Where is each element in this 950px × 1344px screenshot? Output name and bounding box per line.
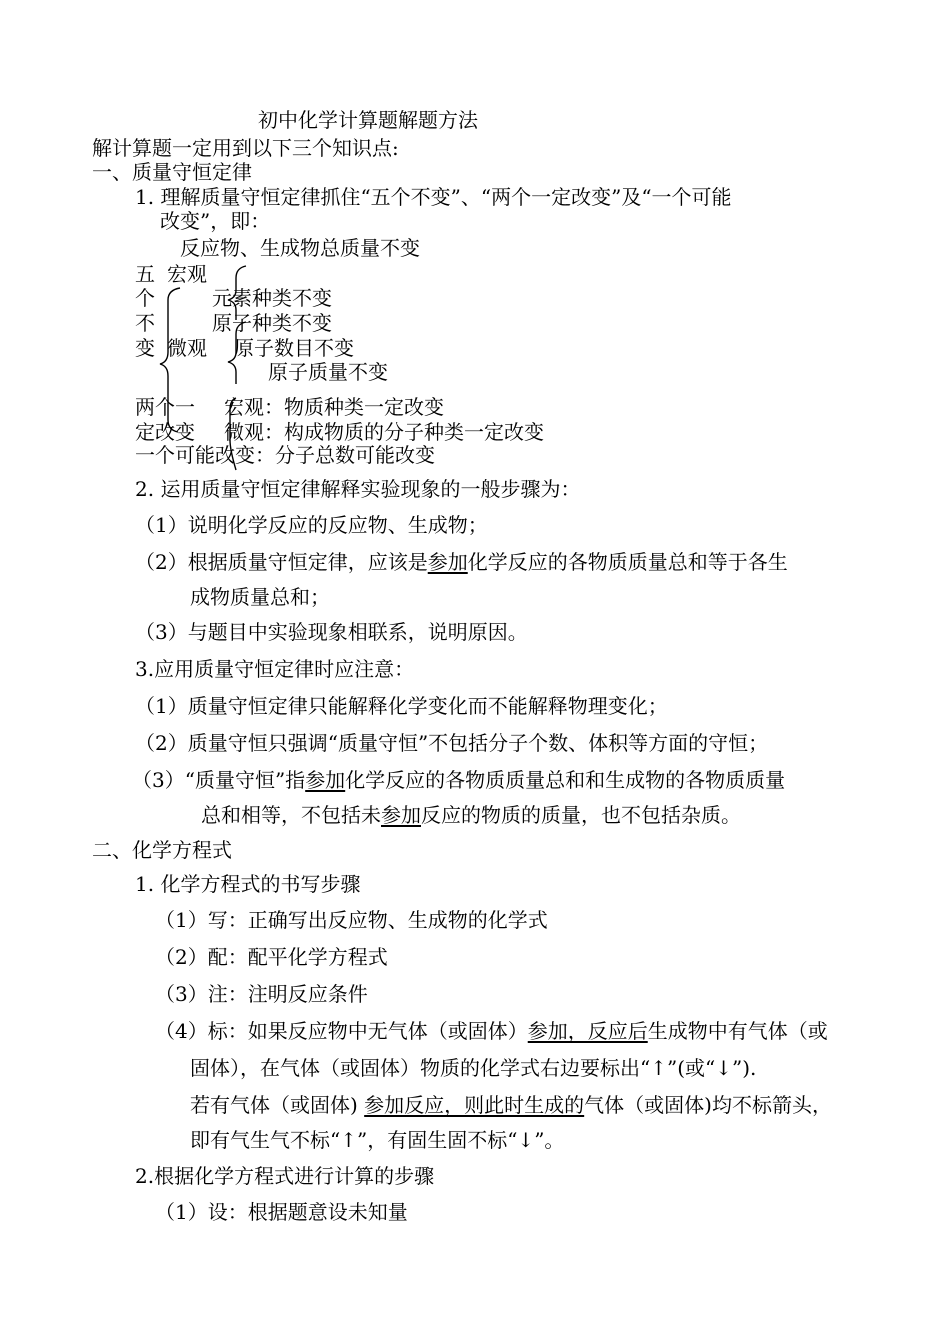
underline-canjia-fanyinghou: 参加，反应后 xyxy=(527,1019,648,1043)
brace-micro xyxy=(228,322,246,384)
total-mass-unchanged: 反应物、生成物总质量不变 xyxy=(180,236,420,260)
atom-mass-unchanged: 原子质量不变 xyxy=(268,360,388,384)
s1-point3-item3: （3）“质量守恒”指参加化学反应的各物质质量总和和生成物的各物质质量 xyxy=(132,768,786,792)
s1-point1-line1: 1. 理解质量守恒定律抓住“五个不变”、“两个一定改变”及“一个可能 xyxy=(135,185,732,209)
s2-point2: 2.根据化学方程式进行计算的步骤 xyxy=(135,1164,435,1188)
micro-label: 微观 xyxy=(167,336,207,360)
s1-point2-item1: （1）说明化学反应的反应物、生成物； xyxy=(135,513,488,537)
s2-point1-item4-line2: 固体），在气体（或固体）物质的化学式右边要标出“↑”(或“↓”). xyxy=(190,1056,757,1080)
s1-point3: 3.应用质量守恒定律时应注意： xyxy=(135,657,415,681)
underline-canjia-2: 参加 xyxy=(305,768,346,792)
underline-canjia-3: 参加 xyxy=(381,803,421,827)
s1-point2-item3: （3）与题目中实验现象相联系，说明原因。 xyxy=(135,620,528,644)
ge-char: 个 xyxy=(135,286,155,310)
micro-change: 微观：构成物质的分子种类一定改变 xyxy=(224,420,544,444)
s1-point2-item2-cont: 成物质量总和； xyxy=(190,585,330,609)
brace-outer xyxy=(160,288,180,432)
s2-point2-item1: （1）设：根据题意设未知量 xyxy=(155,1200,408,1224)
brace-two xyxy=(230,398,236,470)
atom-count-unchanged: 原子数目不变 xyxy=(234,336,354,360)
macro-change: 宏观：物质种类一定改变 xyxy=(224,395,444,419)
underline-canjia-1: 参加 xyxy=(427,550,468,574)
s1-point3-item1: （1）质量守恒定律只能解释化学变化而不能解释物理变化； xyxy=(135,694,668,718)
s1-point2: 2. 运用质量守恒定律解释实验现象的一般步骤为： xyxy=(135,477,581,501)
s2-point1-item4-line3: 若有气体（或固体) 参加反应，则此时生成的气体（或固体)均不标箭头， xyxy=(190,1093,832,1117)
s2-point1: 1. 化学方程式的书写步骤 xyxy=(135,872,361,896)
brace-macro xyxy=(228,266,246,320)
s2-point1-item1: （1）写：正确写出反应物、生成物的化学式 xyxy=(155,908,548,932)
two-certain-b: 定改变 xyxy=(135,420,195,444)
section-1-heading: 一、质量守恒定律 xyxy=(92,160,252,184)
atom-kind-unchanged: 原子种类不变 xyxy=(212,311,332,335)
two-certain-a: 两个一 xyxy=(135,395,195,419)
one-possible-change: 一个可能改变：分子总数可能改变 xyxy=(135,443,435,467)
s1-point3-item2: （2）质量守恒只强调“质量守恒”不包括分子个数、体积等方面的守恒； xyxy=(135,731,769,755)
page-title: 初中化学计算题解题方法 xyxy=(258,108,478,132)
s1-point2-item2: （2）根据质量守恒定律，应该是参加化学反应的各物质质量总和等于各生 xyxy=(135,550,788,574)
s1-point1-line2: 改变”，即： xyxy=(160,209,271,233)
five-char: 五 xyxy=(135,262,155,286)
bian-char: 变 xyxy=(135,336,155,360)
intro-line: 解计算题一定用到以下三个知识点: xyxy=(92,136,399,160)
bu-char: 不 xyxy=(135,311,155,335)
underline-canjia-fanying: 参加反应，则此时生成的 xyxy=(364,1093,585,1117)
s2-point1-item3: （3）注：注明反应条件 xyxy=(155,982,368,1006)
section-2-heading: 二、化学方程式 xyxy=(92,838,232,862)
s2-point1-item4: （4）标：如果反应物中无气体（或固体）参加，反应后生成物中有气体（或 xyxy=(155,1019,828,1043)
element-kind-unchanged: 元素种类不变 xyxy=(212,286,332,310)
s2-point1-item2: （2）配：配平化学方程式 xyxy=(155,945,388,969)
macro-label: 宏观 xyxy=(167,262,207,286)
s1-point3-item3-cont: 总和相等，不包括未参加反应的物质的质量，也不包括杂质。 xyxy=(201,803,741,827)
s2-point1-item4-line4: 即有气生气不标“↑”，有固生固不标“↓”。 xyxy=(190,1128,565,1152)
